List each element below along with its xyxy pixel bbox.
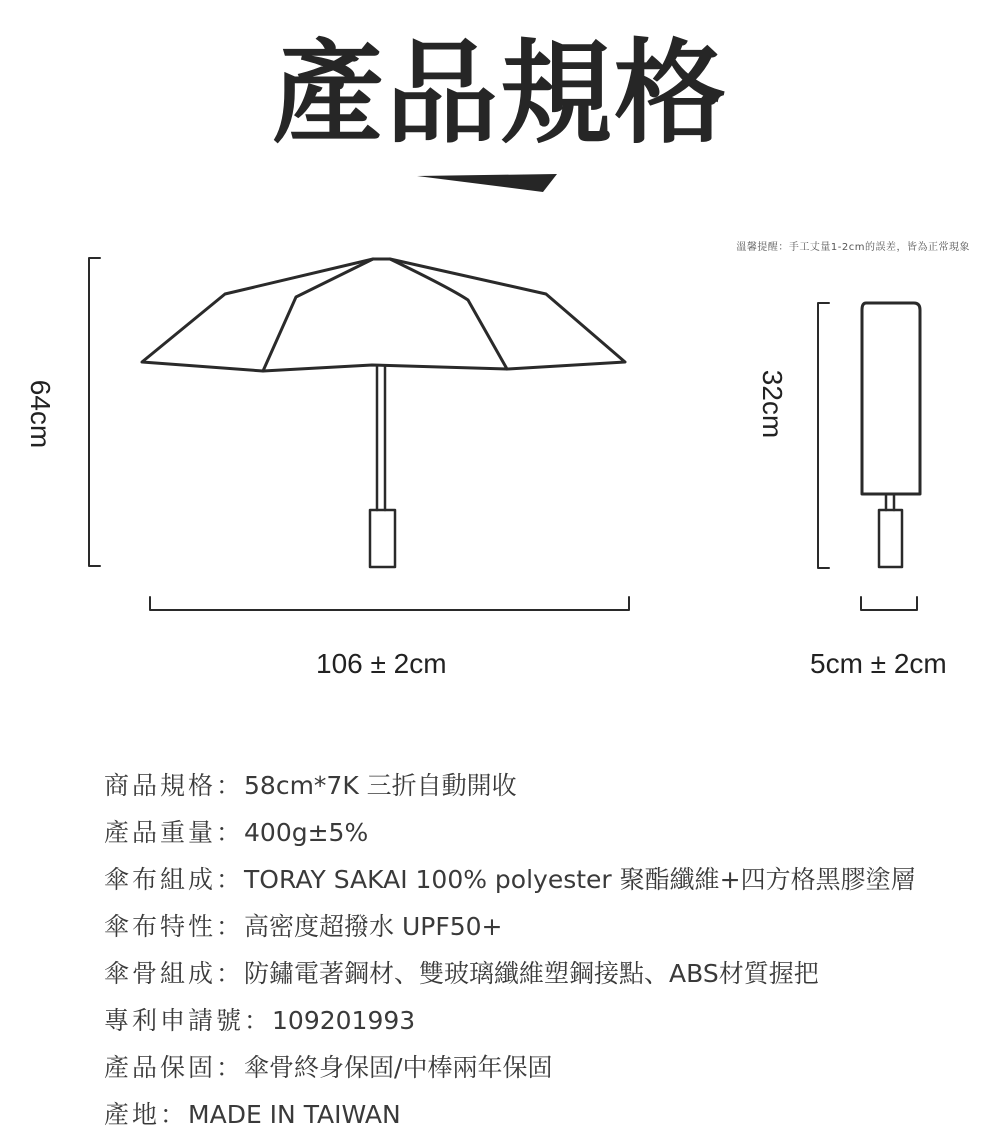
spec-value: 高密度超撥水 UPF50+ [244,912,503,941]
folded-width-bracket [861,597,917,610]
spec-item [104,950,916,997]
open-umbrella-rib [390,259,507,369]
spec-value: 傘骨終身保固/中棒兩年保固 [244,1053,553,1082]
folded-length-label: 32cm [757,369,788,439]
open-umbrella-handle [370,510,395,567]
spec-label: 產品重量： [104,818,245,847]
open-umbrella-rib [263,259,373,371]
spec-item [104,762,916,809]
spec-item [104,903,916,950]
spec-value: 109201993 [272,1006,416,1035]
spec-item [104,1091,916,1138]
spec-label: 商品規格： [104,771,245,800]
spec-label: 專利申請號： [104,1006,273,1035]
spec-value: 58cm*7K 三折自動開收 [244,771,517,800]
spec-value: 防鏽電著鋼材、雙玻璃纖維塑鋼接點、ABS材質握把 [244,959,819,988]
spec-item [104,1044,916,1091]
open-height-bracket [89,258,100,566]
folded-height-bracket [818,303,829,568]
open-width-bracket [150,597,629,610]
open-height-label: 64cm [25,379,56,449]
spec-value: MADE IN TAIWAN [188,1100,401,1129]
folded-umbrella-handle [879,510,902,567]
spec-label: 傘骨組成： [104,959,245,988]
spec-item [104,997,916,1044]
folded-umbrella-body [862,303,920,494]
spec-list [104,762,916,1138]
spec-label: 產品保固： [104,1053,245,1082]
folded-umbrella-shaft [886,494,894,510]
spec-label: 傘布特性： [104,912,245,941]
open-umbrella-shaft [377,366,385,510]
page-title: 產品規格 [272,29,728,159]
folded-width-label: 5cm ± 2cm [810,648,947,679]
open-width-label: 106 ± 2cm [316,648,447,679]
spec-item [104,856,916,903]
measurement-note: 溫馨提醒：手工丈量1-2cm的誤差，皆為正常現象 [736,242,970,253]
spec-item [104,809,916,856]
open-umbrella-canopy [142,259,625,371]
spec-value: TORAY SAKAI 100% polyester 聚酯纖維+四方格黑膠塗層 [244,865,916,894]
spec-label: 產地： [104,1100,189,1129]
spec-value: 400g±5% [244,818,369,847]
spec-label: 傘布組成： [104,865,245,894]
